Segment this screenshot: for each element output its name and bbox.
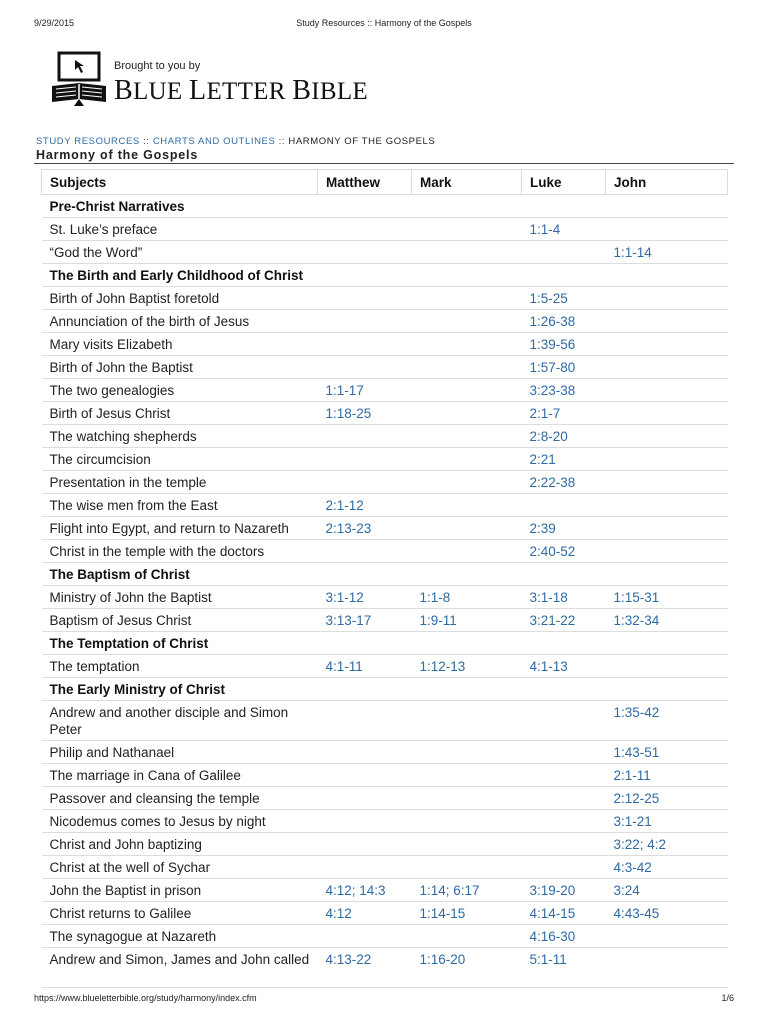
matthew-reference-link[interactable]: 4:13-22 (318, 948, 412, 988)
breadcrumb (36, 136, 435, 147)
matthew-reference-link (318, 701, 412, 741)
mark-reference-link[interactable]: 1:12-13 (412, 655, 522, 678)
subject-cell: Ministry of John the Baptist (42, 586, 318, 609)
john-reference-link (606, 379, 728, 402)
subject-cell: Christ and John baptizing (42, 833, 318, 856)
john-reference-link (606, 540, 728, 563)
mark-reference-link (412, 379, 522, 402)
section-title: The Early Ministry of Christ (42, 678, 728, 701)
table-row (42, 902, 728, 925)
mark-reference-link[interactable]: 1:16-20 (412, 948, 522, 988)
table-row (42, 741, 728, 764)
mark-reference-link (412, 925, 522, 948)
luke-reference-link (522, 701, 606, 741)
subject-cell: Birth of John Baptist foretold (42, 287, 318, 310)
matthew-reference-link (318, 287, 412, 310)
matthew-reference-link[interactable]: 1:1-17 (318, 379, 412, 402)
luke-reference-link[interactable]: 2:39 (522, 517, 606, 540)
subject-cell: Philip and Nathanael (42, 741, 318, 764)
page-title: Harmony of the Gospels (36, 148, 199, 162)
luke-reference-link[interactable]: 3:1-18 (522, 586, 606, 609)
matthew-reference-link (318, 925, 412, 948)
mark-reference-link[interactable]: 1:1-8 (412, 586, 522, 609)
mark-reference-link (412, 741, 522, 764)
header-subjects: Subjects (42, 170, 318, 195)
header-mark: Mark (412, 170, 522, 195)
john-reference-link (606, 517, 728, 540)
mark-reference-link[interactable]: 1:14-15 (412, 902, 522, 925)
section-header-row (42, 563, 728, 586)
table-row (42, 241, 728, 264)
table-row (42, 586, 728, 609)
subject-cell: Annunciation of the birth of Jesus (42, 310, 318, 333)
table-row (42, 701, 728, 741)
matthew-reference-link[interactable]: 1:18-25 (318, 402, 412, 425)
table-row (42, 333, 728, 356)
table-row (42, 833, 728, 856)
matthew-reference-link (318, 448, 412, 471)
table-row (42, 764, 728, 787)
table-row (42, 494, 728, 517)
mark-reference-link (412, 402, 522, 425)
table-row (42, 948, 728, 988)
john-reference-link[interactable]: 2:1-11 (606, 764, 728, 787)
matthew-reference-link[interactable]: 4:12 (318, 902, 412, 925)
john-reference-link (606, 448, 728, 471)
luke-reference-link[interactable]: 3:23-38 (522, 379, 606, 402)
john-reference-link[interactable]: 1:15-31 (606, 586, 728, 609)
mark-reference-link (412, 517, 522, 540)
mark-reference-link (412, 241, 522, 264)
table-row (42, 787, 728, 810)
mark-reference-link (412, 471, 522, 494)
luke-reference-link (522, 494, 606, 517)
luke-reference-link[interactable]: 1:57-80 (522, 356, 606, 379)
subject-cell: “God the Word” (42, 241, 318, 264)
john-reference-link[interactable]: 1:35-42 (606, 701, 728, 741)
section-header-row (42, 632, 728, 655)
luke-reference-link[interactable]: 5:1-11 (522, 948, 606, 988)
table-row (42, 218, 728, 241)
john-reference-link (606, 310, 728, 333)
header-matthew: Matthew (318, 170, 412, 195)
luke-reference-link[interactable]: 2:1-7 (522, 402, 606, 425)
matthew-reference-link (318, 310, 412, 333)
mark-reference-link (412, 833, 522, 856)
mark-reference-link (412, 787, 522, 810)
john-reference-link[interactable]: 3:24 (606, 879, 728, 902)
subject-cell: Andrew and Simon, James and John called (42, 948, 318, 988)
matthew-reference-link (318, 471, 412, 494)
john-reference-link (606, 425, 728, 448)
luke-reference-link[interactable]: 2:22-38 (522, 471, 606, 494)
matthew-reference-link[interactable]: 3:1-12 (318, 586, 412, 609)
table-row (42, 655, 728, 678)
logo-brand-name: BLUE LETTER BIBLE (114, 75, 368, 106)
subject-cell: Baptism of Jesus Christ (42, 609, 318, 632)
matthew-reference-link (318, 787, 412, 810)
table-row (42, 448, 728, 471)
luke-reference-link (522, 856, 606, 879)
luke-reference-link[interactable]: 2:40-52 (522, 540, 606, 563)
table-row (42, 310, 728, 333)
table-row (42, 810, 728, 833)
breadcrumb-study-resources[interactable]: STUDY RESOURCES (36, 136, 140, 147)
mark-reference-link (412, 218, 522, 241)
table-row (42, 517, 728, 540)
mark-reference-link (412, 310, 522, 333)
luke-reference-link[interactable]: 1:39-56 (522, 333, 606, 356)
table-row (42, 379, 728, 402)
john-reference-link[interactable]: 4:43-45 (606, 902, 728, 925)
matthew-reference-link[interactable]: 2:13-23 (318, 517, 412, 540)
table-row (42, 540, 728, 563)
luke-reference-link[interactable]: 1:1-4 (522, 218, 606, 241)
table-row (42, 925, 728, 948)
mark-reference-link[interactable]: 1:14; 6:17 (412, 879, 522, 902)
matthew-reference-link (318, 356, 412, 379)
section-title: The Baptism of Christ (42, 563, 728, 586)
table-row (42, 879, 728, 902)
mark-reference-link (412, 356, 522, 379)
john-reference-link (606, 471, 728, 494)
matthew-reference-link (318, 810, 412, 833)
header-john: John (606, 170, 728, 195)
subject-cell: The watching shepherds (42, 425, 318, 448)
table-header-row (42, 170, 728, 195)
luke-reference-link[interactable]: 3:21-22 (522, 609, 606, 632)
luke-reference-link (522, 787, 606, 810)
breadcrumb-separator: :: (139, 136, 153, 147)
luke-reference-link[interactable]: 1:5-25 (522, 287, 606, 310)
mark-reference-link (412, 287, 522, 310)
mark-reference-link (412, 856, 522, 879)
matthew-reference-link (318, 833, 412, 856)
harmony-table (41, 169, 728, 988)
john-reference-link (606, 925, 728, 948)
matthew-reference-link (318, 241, 412, 264)
subject-cell: The wise men from the East (42, 494, 318, 517)
section-title: The Temptation of Christ (42, 632, 728, 655)
john-reference-link[interactable]: 1:43-51 (606, 741, 728, 764)
john-reference-link[interactable]: 1:32-34 (606, 609, 728, 632)
luke-reference-link[interactable]: 2:8-20 (522, 425, 606, 448)
table-row (42, 609, 728, 632)
matthew-reference-link (318, 764, 412, 787)
table-row (42, 856, 728, 879)
subject-cell: The circumcision (42, 448, 318, 471)
john-reference-link (606, 655, 728, 678)
john-reference-link (606, 287, 728, 310)
section-header-row (42, 264, 728, 287)
logo-tagline: Brought to you by (114, 60, 201, 72)
section-header-row (42, 678, 728, 701)
john-reference-link (606, 948, 728, 988)
subject-cell: Flight into Egypt, and return to Nazareth (42, 517, 318, 540)
print-title: Study Resources :: Harmony of the Gospels (296, 18, 472, 28)
mark-reference-link[interactable]: 1:9-11 (412, 609, 522, 632)
luke-reference-link (522, 741, 606, 764)
print-footer (34, 993, 734, 1005)
subject-cell: Nicodemus comes to Jesus by night (42, 810, 318, 833)
luke-reference-link (522, 810, 606, 833)
table-row (42, 402, 728, 425)
matthew-reference-link[interactable]: 2:1-12 (318, 494, 412, 517)
mark-reference-link (412, 810, 522, 833)
subject-cell: The synagogue at Nazareth (42, 925, 318, 948)
subject-cell: Birth of Jesus Christ (42, 402, 318, 425)
luke-reference-link[interactable]: 2:21 (522, 448, 606, 471)
section-title: Pre-Christ Narratives (42, 195, 728, 218)
table-row (42, 471, 728, 494)
mark-reference-link (412, 333, 522, 356)
john-reference-link (606, 402, 728, 425)
matthew-reference-link (318, 218, 412, 241)
matthew-reference-link (318, 741, 412, 764)
breadcrumb-separator: :: (275, 136, 289, 147)
subject-cell: Andrew and another disciple and Simon Peter (42, 701, 318, 741)
subject-cell: Christ in the temple with the doctors (42, 540, 318, 563)
subject-cell: St. Luke’s preface (42, 218, 318, 241)
subject-cell: Passover and cleansing the temple (42, 787, 318, 810)
john-reference-link (606, 218, 728, 241)
print-page-number: 1/6 (721, 993, 734, 1003)
table-row (42, 287, 728, 310)
matthew-reference-link (318, 856, 412, 879)
john-reference-link[interactable]: 2:12-25 (606, 787, 728, 810)
luke-reference-link (522, 764, 606, 787)
section-header-row (42, 195, 728, 218)
mark-reference-link (412, 448, 522, 471)
luke-reference-link (522, 241, 606, 264)
luke-reference-link[interactable]: 4:16-30 (522, 925, 606, 948)
luke-reference-link[interactable]: 1:26-38 (522, 310, 606, 333)
book-monitor-icon (50, 50, 108, 108)
breadcrumb-charts-and-outlines[interactable]: CHARTS AND OUTLINES (152, 136, 276, 147)
subject-cell: The two genealogies (42, 379, 318, 402)
mark-reference-link (412, 425, 522, 448)
john-reference-link (606, 356, 728, 379)
subject-cell: Presentation in the temple (42, 471, 318, 494)
luke-reference-link[interactable]: 4:1-13 (522, 655, 606, 678)
section-title: The Birth and Early Childhood of Christ (42, 264, 728, 287)
matthew-reference-link (318, 540, 412, 563)
mark-reference-link (412, 701, 522, 741)
john-reference-link[interactable]: 3:22; 4:2 (606, 833, 728, 856)
matthew-reference-link[interactable]: 3:13-17 (318, 609, 412, 632)
john-reference-link[interactable]: 4:3-42 (606, 856, 728, 879)
print-header (34, 18, 734, 32)
subject-cell: John the Baptist in prison (42, 879, 318, 902)
luke-reference-link[interactable]: 4:14-15 (522, 902, 606, 925)
john-reference-link (606, 333, 728, 356)
matthew-reference-link (318, 425, 412, 448)
matthew-reference-link[interactable]: 4:12; 14:3 (318, 879, 412, 902)
john-reference-link[interactable]: 3:1-21 (606, 810, 728, 833)
breadcrumb-current: HARMONY OF THE GOSPELS (288, 136, 436, 147)
matthew-reference-link (318, 333, 412, 356)
luke-reference-link (522, 833, 606, 856)
subject-cell: Mary visits Elizabeth (42, 333, 318, 356)
blue-letter-bible-logo[interactable] (50, 50, 370, 110)
john-reference-link[interactable]: 1:1-14 (606, 241, 728, 264)
table-row (42, 356, 728, 379)
mark-reference-link (412, 494, 522, 517)
subject-cell: The temptation (42, 655, 318, 678)
header-luke: Luke (522, 170, 606, 195)
subject-cell: Birth of John the Baptist (42, 356, 318, 379)
print-date: 9/29/2015 (34, 18, 75, 28)
subject-cell: Christ returns to Galilee (42, 902, 318, 925)
mark-reference-link (412, 764, 522, 787)
subject-cell: Christ at the well of Sychar (42, 856, 318, 879)
subject-cell: The marriage in Cana of Galilee (42, 764, 318, 787)
john-reference-link (606, 494, 728, 517)
luke-reference-link[interactable]: 3:19-20 (522, 879, 606, 902)
table-row (42, 425, 728, 448)
matthew-reference-link[interactable]: 4:1-11 (318, 655, 412, 678)
print-url: https://www.blueletterbible.org/study/harmony/index.cfm (34, 993, 257, 1003)
title-divider (34, 163, 734, 164)
mark-reference-link (412, 540, 522, 563)
